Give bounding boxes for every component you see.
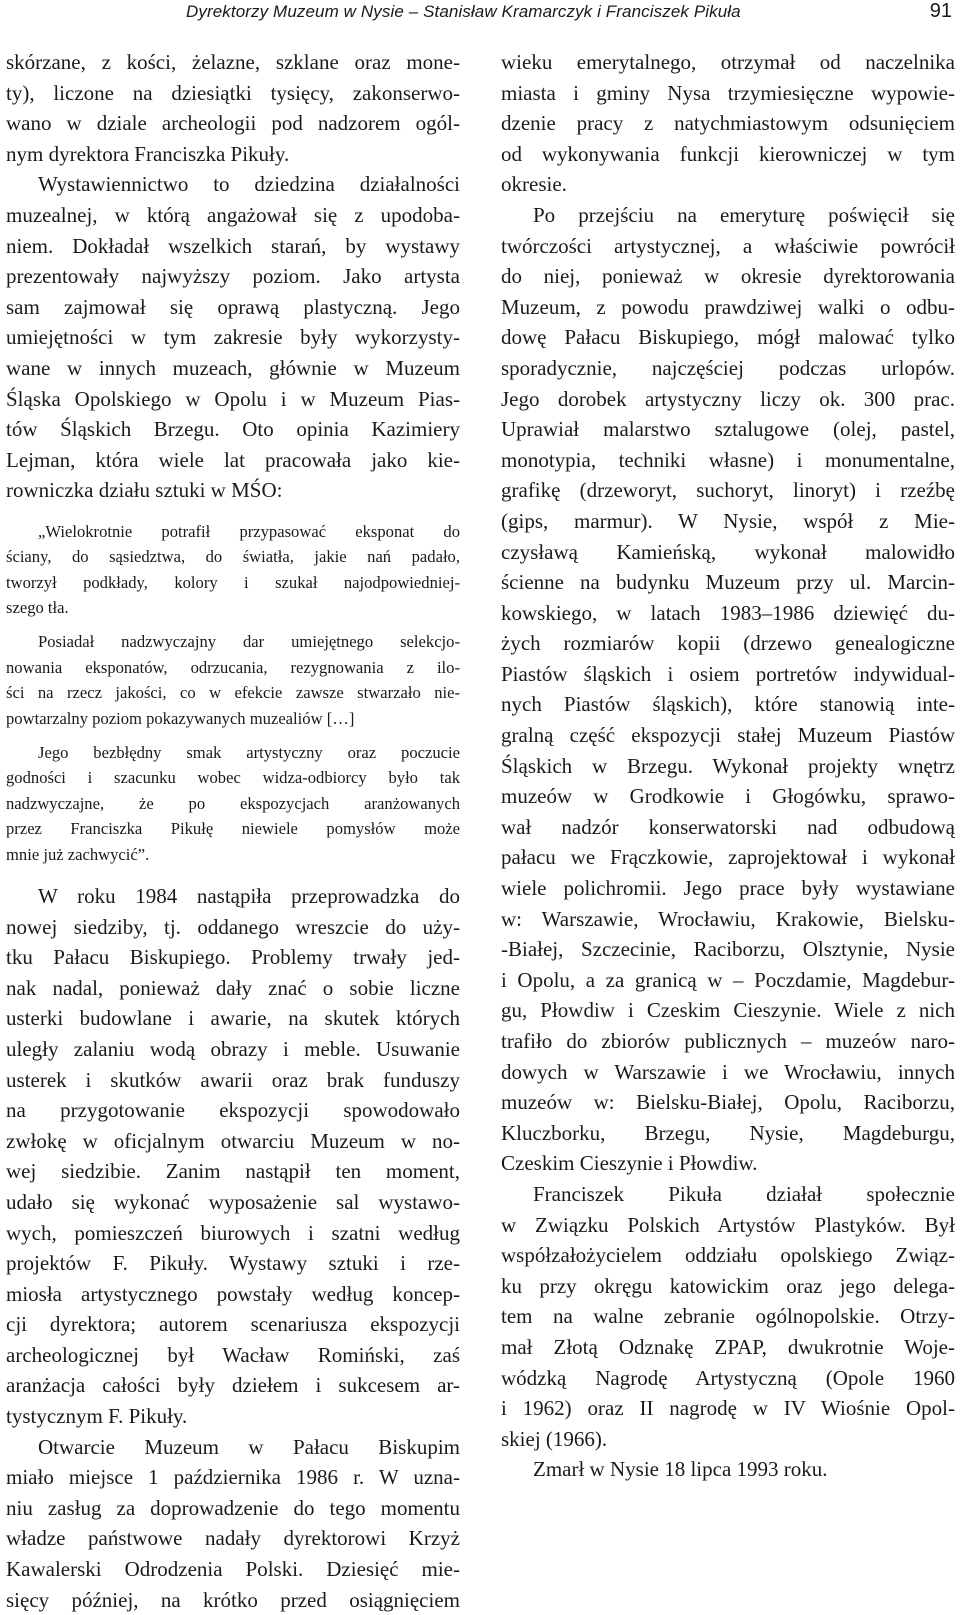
text-line: Czeskim Cieszynie i Płowdiw. <box>501 1151 758 1176</box>
text-line: kowskiego, w latach 1983–1986 dziewięć du- <box>501 600 955 625</box>
text-line: szego tła. <box>6 598 69 618</box>
text-line: tów Śląskich Brzegu. Oto opinia Kazimiery <box>6 417 460 442</box>
text-line: wieku emerytalnego, otrzymał od naczelnika <box>501 50 955 74</box>
text-line: niem. Dokładał wszelkich starań, by wystawy <box>6 233 460 258</box>
text-line: ścienne na budynku Muzeum przy ul. Marcin- <box>501 570 955 595</box>
paragraph-artistic-work <box>501 200 955 1179</box>
paragraph-death <box>501 1454 955 1485</box>
text-line: okresie. <box>501 172 567 197</box>
text-line: uległy zalaniu wodą obrazy i meble. Usuwanie <box>6 1036 460 1061</box>
text-line: monotypia, techniki własne) i monumentalne, <box>501 447 955 472</box>
text-line: Lejman, która wiele lat pracowała jako kie- <box>6 447 460 472</box>
text-line: i 1962) oraz II nagrodę w IV Wiośnie Opol- <box>501 1396 955 1421</box>
text-line: Wystawiennictwo to dziedzina działalności <box>38 172 460 197</box>
spacer <box>6 867 460 881</box>
text-line: powtarzalny poziom pokazywanych muzealiów […] <box>6 708 355 728</box>
quote-paragraph-1 <box>6 519 460 621</box>
text-line: Śląskich w Brzegu. Wykonał projekty wnętrz <box>501 753 955 778</box>
text-line: tem na walne zebranie ogólnopolskie. Otrzy- <box>501 1304 955 1329</box>
text-line: grafikę (drzeworyt, suchoryt, linoryt) i rzeźbę <box>501 478 955 503</box>
text-line: żych rozmiarów kopii (drzewo genealogiczne <box>501 631 955 656</box>
text-line: wano w dziale archeologii pod nadzorem ogól- <box>6 111 460 136</box>
text-line: W roku 1984 nastąpiła przeprowadzka do <box>38 883 460 908</box>
text-line: sam zajmował się oprawą plastyczną. Jego <box>6 294 460 319</box>
text-line: przez Franciszka Pikułę niewiele pomysłów może <box>6 819 460 839</box>
text-line: Po przejściu na emeryturę poświęcił się <box>533 202 955 227</box>
text-line: władze państwowe nadały dyrektorowi Krzyż <box>6 1526 460 1551</box>
text-line: Otwarcie Muzeum w Pałacu Biskupim <box>38 1434 460 1459</box>
text-line: ściany, do sąsiedztwa, do światła, jakie nań padało, <box>6 547 460 567</box>
text-line: zwłokę w oficjalnym otwarciu Muzeum w no- <box>6 1128 460 1153</box>
text-line: Jego bezbłędny smak artystyczny oraz poczucie <box>38 743 460 763</box>
text-line: Franciszek Pikuła działał społecznie <box>533 1181 955 1206</box>
text-line: gu, Płowdiw i Czeskim Cieszynie. Wiele z nich <box>501 998 955 1023</box>
text-line: dowę Pałacu Biskupiego, mógł malować tylko <box>501 325 955 350</box>
text-line: rowniczka działu sztuki w MŚO: <box>6 478 283 503</box>
text-line: tystycznym F. Pikuły. <box>6 1404 188 1429</box>
text-line: w Związku Polskich Artystów Plastyków. Był <box>501 1212 955 1237</box>
text-line: muzeów w Grodkowie i Głogówku, sprawo- <box>501 784 955 809</box>
text-line: wódzką Nagrodę Artystyczną (Opole 1960 <box>501 1365 955 1390</box>
running-title: Dyrektorzy Muzeum w Nysie – Stanisław Kramarczyk i Franciszek Pikuła <box>186 2 741 21</box>
text-line: twórczości artystycznej, a właściwie powrócił <box>501 233 955 258</box>
paragraph-social-activity <box>501 1179 955 1454</box>
text-line: Jego dorobek artystyczny liczy ok. 300 prac. <box>501 386 955 411</box>
text-line: trafiło do zbiorów publicznych – muzeów naro- <box>501 1029 955 1053</box>
text-line: współzałożycielem oddziału opolskiego Związ- <box>501 1243 955 1268</box>
text-line: projektów F. Pikuły. Wystawy sztuki i rze- <box>6 1251 460 1276</box>
text-line: tworzył podkłady, kolory i szukał najodpowiedniej- <box>6 572 460 592</box>
text-line: Posiadał nadzwyczajny dar umiejętnego selekcjo- <box>38 632 460 652</box>
text-line: wiele polichromii. Jego prace były wystawiane <box>501 876 955 901</box>
text-line: dzenie pracy z natychmiastowym odsunięciem <box>501 111 955 136</box>
text-line: Muzeum, z powodu prawdziwej walki o odbu- <box>501 294 955 319</box>
paragraph-opening <box>6 1432 460 1615</box>
text-line: sięcy później, na krótko przed osiągnięciem <box>6 1587 460 1612</box>
text-line: muzeów w: Bielsku-Białej, Opolu, Raciborzu, <box>501 1090 955 1115</box>
text-line: aranżacja całości były dziełem i sukcesem ar- <box>6 1373 460 1398</box>
paragraph-intro <box>6 47 460 169</box>
page-header <box>0 0 960 30</box>
text-line: udało się wykonać wyposażenie sal wystawo- <box>6 1189 460 1214</box>
text-line: Śląska Opolskiego w Opolu i w Muzeum Pias- <box>6 386 460 411</box>
left-column <box>6 47 460 1615</box>
text-line: gralną część ekspozycji stałej Muzeum Piastów <box>501 723 955 748</box>
text-line: pałacu we Frączkowie, zaprojektował i wykonał <box>501 845 955 870</box>
text-line: ku przy okręgu katowickim oraz jego delega- <box>501 1273 955 1298</box>
text-line: prezentowały najwyższy poziom. Jako artysta <box>6 264 460 289</box>
paragraph-exhibitions <box>6 169 460 506</box>
text-line: archeologicznej był Wacław Romiński, zaś <box>6 1342 460 1367</box>
text-line: miosła artystycznego powstały według koncep- <box>6 1281 460 1306</box>
text-line: w: Warszawie, Wrocławiu, Krakowie, Bielsku- <box>501 906 955 931</box>
text-line: niu zasług za doprowadzenie do tego momentu <box>6 1495 460 1520</box>
quote-paragraph-2 <box>6 629 460 731</box>
text-line: godności i szacunku wobec widza-odbiorcy było tak <box>6 768 460 788</box>
text-line: i Opolu, a za granicą w – Poczdamie, Magdebur- <box>501 967 955 992</box>
spacer <box>6 620 460 629</box>
text-line: tku Pałacu Biskupiego. Problemy trwały jed- <box>6 945 460 970</box>
text-line: (gips, marmur). W Nysie, współ z Mie- <box>501 508 955 533</box>
text-line: wej siedzibie. Zanim nastąpił ten moment, <box>6 1159 460 1184</box>
text-line: ty), liczone na dziesiątki tysięcy, zakonserwo- <box>6 80 460 105</box>
text-line: skiej (1966). <box>501 1426 608 1451</box>
text-line: do niej, ponieważ w okresie dyrektorowania <box>501 264 955 289</box>
text-line: nowania eksponatów, odrzucania, rezygnowania z ilo- <box>6 657 460 677</box>
right-column <box>501 47 955 1485</box>
text-line: muzealnej, w którą angażował się z upodoba- <box>6 202 460 227</box>
text-line: nych Piastów śląskich), które stanowią inte- <box>501 692 955 717</box>
text-line: mał Złotą Odznakę ZPAP, dwukrotnie Woje- <box>501 1334 955 1359</box>
text-line: mnie już zachwycić”. <box>6 844 150 864</box>
text-line: Piastów śląskich i osiem portretów indywidual- <box>501 661 955 686</box>
page-number: 91 <box>929 0 952 22</box>
text-line: dowych w Warszawie i we Wrocławiu, innych <box>501 1059 955 1084</box>
paragraph-relocation <box>6 881 460 1432</box>
text-line: wał nadzór konserwatorski nad odbudową <box>501 814 955 839</box>
text-line: nadzwyczajne, że po ekspozycjach aranżowanych <box>6 793 460 813</box>
text-line: nak nadal, ponieważ dały znać o sobie liczne <box>6 975 460 1000</box>
quote-paragraph-3 <box>6 740 460 867</box>
text-line: czysławą Kamieńską, wykonał malowidło <box>501 539 955 564</box>
text-line: skórzane, z kości, żelazne, szklane oraz mone- <box>6 50 460 74</box>
text-line: wych, pomieszczeń biurowych i szatni według <box>6 1220 460 1245</box>
text-line: umiejętności w tym zakresie były wykorzysty- <box>6 325 460 350</box>
text-line: ści na rzecz jakości, co w efekcie zawsze stwarzało nie- <box>6 683 460 703</box>
text-line: wane w innych muzeach, głównie w Muzeum <box>6 355 460 380</box>
text-line: od wykonywania funkcji kierowniczej w tym <box>501 141 955 166</box>
paragraph-retirement <box>501 47 955 200</box>
text-line: Kluczborku, Brzegu, Nysie, Magdeburgu, <box>501 1120 955 1145</box>
text-line: Zmarł w Nysie 18 lipca 1993 roku. <box>533 1457 828 1482</box>
text-line: „Wielokrotnie potrafił przypasować eksponat do <box>38 521 460 541</box>
text-line: Uprawiał malarstwo sztalugowe (olej, pastel, <box>501 417 955 442</box>
text-line: usterki budowlane i awarie, na skutek których <box>6 1006 460 1031</box>
text-line: miasta i gminy Nysa trzymiesięczne wypowie- <box>501 80 955 105</box>
text-line: Kawalerski Odrodzenia Polski. Dziesięć mie- <box>6 1557 460 1582</box>
text-line: cji dyrektora; autorem scenariusza ekspozycji <box>6 1312 460 1337</box>
text-line: nym dyrektora Franciszka Pikuły. <box>6 141 290 166</box>
text-line: -Białej, Szczecinie, Raciborzu, Olsztynie, Nysie <box>501 937 955 962</box>
text-line: usterek i skutków awarii oraz brak funduszy <box>6 1067 460 1092</box>
spacer <box>6 506 460 519</box>
text-line: miało miejsce 1 października 1986 r. W uzna- <box>6 1465 460 1490</box>
spacer <box>6 731 460 740</box>
text-line: na przygotowanie ekspozycji spowodowało <box>6 1098 460 1123</box>
text-line: sporadycznie, najczęściej podczas urlopów. <box>501 355 955 380</box>
text-line: nowej siedziby, tj. oddanego wreszcie do uży- <box>6 914 460 939</box>
